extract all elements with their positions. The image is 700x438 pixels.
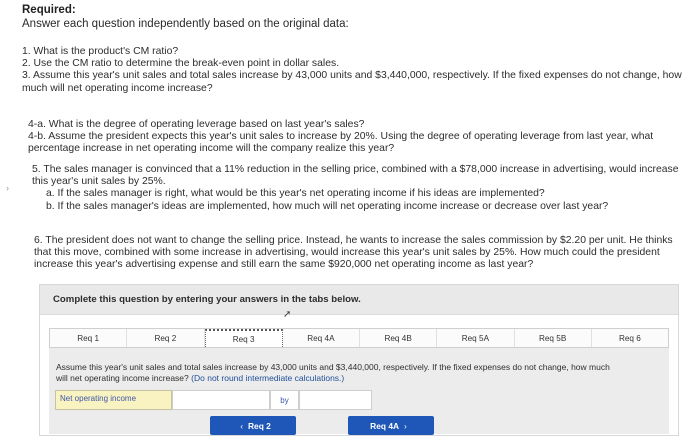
req3-prompt-text: Assume this year's unit sales and total sales increase by 43,000 units and $3,440,000, respectively. If the fixed expenses do not change, how much will net operating income increase? <box>56 362 610 383</box>
tab-req-5b[interactable]: Req 5B <box>515 329 592 347</box>
amount-input[interactable] <box>299 390 372 410</box>
answer-panel <box>39 284 679 436</box>
net-operating-income-label: Net operating income <box>55 390 172 410</box>
tab-req-4b[interactable]: Req 4B <box>360 329 437 347</box>
panel-title: Complete this question by entering your answers in the tabs below. <box>53 294 361 305</box>
chevron-left-icon: ‹ <box>240 420 243 431</box>
tab-req-4a[interactable]: Req 4A <box>283 329 360 347</box>
tab-req-2[interactable]: Req 2 <box>127 329 204 347</box>
questions-block-4 <box>28 119 678 156</box>
panel-header <box>40 285 678 315</box>
answer-row <box>55 390 372 410</box>
direction-select[interactable] <box>172 390 270 410</box>
questions-block-5 <box>32 164 680 213</box>
questions-block-6 <box>34 235 680 272</box>
prev-req-label: Req 2 <box>247 420 271 431</box>
question-3: 3. Assume this year's unit sales and total sales increase by 43,000 units and $3,440,000, respectively. If the fixed expenses do not change, how much will net operating income increase? <box>22 70 682 94</box>
chevron-right-icon: › <box>404 420 407 431</box>
mouse-cursor-icon: ➚ <box>283 309 292 320</box>
questions-block-1 <box>22 46 682 95</box>
question-5: 5. The sales manager is convinced that a 11% reduction in the selling price, combined with a $78,000 increase in advertising, would increase this year's unit sales by 25%. <box>32 164 679 188</box>
question-1: 1. What is the product's CM ratio? <box>22 46 179 57</box>
required-heading: Required: <box>22 4 76 16</box>
question-6: 6. The president does not want to change the selling price. Instead, he wants to increase the sales commission by $2.20 per unit. He thinks that this move, combined with some increase in advertising, would increase this year's unit sales by 25%. How much could the president increase this year's advertising expense and still earn the same $920,000 net operating income as last year? <box>34 235 673 271</box>
question-2: 2. Use the CM ratio to determine the break-even point in dollar sales. <box>22 58 340 70</box>
by-label: by <box>270 390 299 410</box>
req3-prompt-note: (Do not round intermediate calculations.) <box>191 372 345 383</box>
tab-req-1[interactable]: Req 1 <box>50 329 127 347</box>
prev-req-button[interactable] <box>210 416 296 435</box>
question-4b: 4-b. Assume the president expects this year's unit sales to increase by 20%. Using the degree of operating leverage from last year, what percentage increase in net operating income will the company realize this year? <box>28 131 654 155</box>
instructions-subtitle: Answer each question independently based on the original data: <box>22 18 349 30</box>
question-5b: b. If the sales manager's ideas are implemented, how much will net operating income increase or decrease over last year? <box>46 200 609 212</box>
req-tabs <box>49 328 669 348</box>
next-req-label: Req 4A <box>370 420 400 431</box>
left-edge-mark: › <box>6 183 9 193</box>
question-5a: a. If the sales manager is right, what would be this year's net operating income if his ideas are implemented? <box>46 188 545 200</box>
tab-req-3[interactable]: Req 3 <box>205 329 283 347</box>
tab-req-5a[interactable]: Req 5A <box>437 329 514 347</box>
tab-req-6[interactable]: Req 6 <box>618 333 641 343</box>
next-req-button[interactable] <box>348 416 434 435</box>
req3-prompt <box>56 362 616 383</box>
question-4a: 4-a. What is the degree of operating leverage based on last year's sales? <box>28 119 365 130</box>
